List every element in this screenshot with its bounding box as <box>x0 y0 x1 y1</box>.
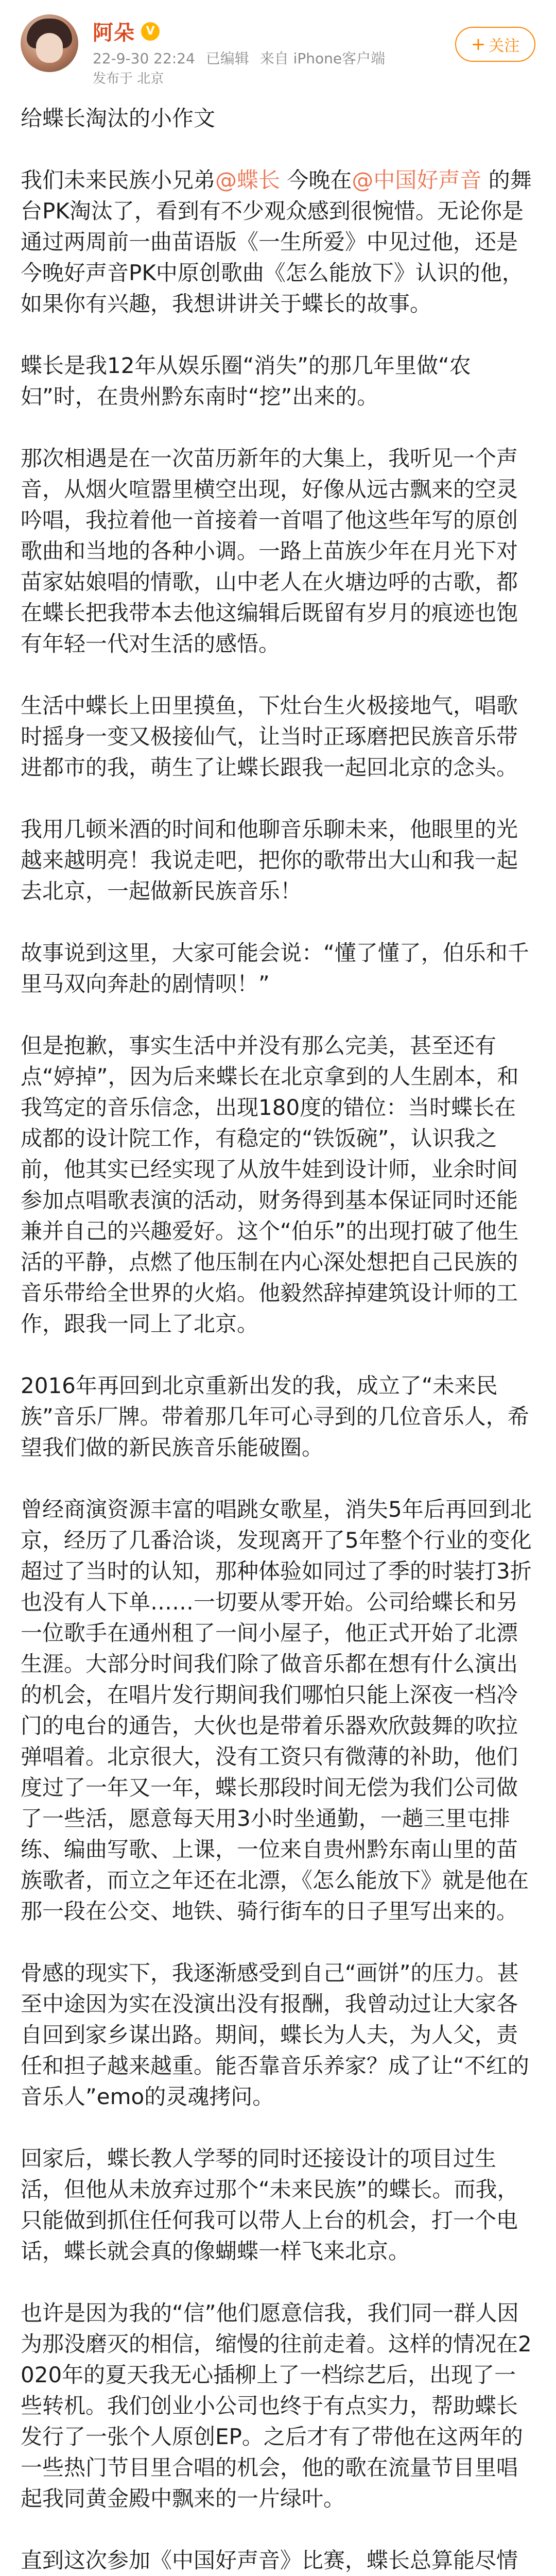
ip-location: 发布于 北京 <box>93 71 164 87</box>
avatar[interactable] <box>21 14 78 72</box>
plus-icon: + <box>471 34 486 55</box>
paragraph-3: 那次相遇是在一次苗历新年的大集上，我听见一个声音，从烟火喧嚣里横空出现，好像从远古飘来的空灵吟唱，我拉着他一首接着一首唱了他这些年写的原创歌曲和当地的各种小调。一路上苗族少年在月光下对苗家姑娘唱的情歌，山中老人在火塘边呼的古歌，都在蝶长把我带本去他这编辑后既留有岁月的痕迹也饱有年轻一代对生活的感悟。 <box>21 446 518 656</box>
avatar-face <box>36 33 63 63</box>
post-content <box>21 103 535 2576</box>
paragraph-2: 蝶长是我12年从娱乐圈“消失”的那几年里做“农妇”时，在贵州黔东南时“挖”出来的。 <box>21 353 471 409</box>
paragraph-8: 2016年再回到北京重新出发的我，成立了“未来民族”音乐厂牌。带着那几年可心寻到的几位音乐人，希望我们做的新民族音乐能破圈。 <box>21 1373 529 1460</box>
post-source: 来自 iPhone客户端 <box>259 50 386 67</box>
paragraph-4: 生活中蝶长上田里摸鱼，下灶台生火极接地气，唱歌时摇身一变又极接仙气，让当时正琢磨把民族音乐带进都市的我，萌生了让蝶长跟我一起回北京的念头。 <box>21 693 518 780</box>
paragraph-7: 但是抱歉，事实生活中并没有那么完美，甚至还有点“婷掉”，因为后来蝶长在北京拿到的人生剧本，和我笃定的音乐信念，出现180度的错位：当时蝶长在成都的设计院工作，有稳定的“铁饭碗”，认识我之前，他其实已经实现了从放牛娃到设计师，业余时间参加点唱歌表演的活动，财务得到基本保证同时还能兼并自己的兴趣爱好。这个“伯乐”的出现打破了他生活的平静，点燃了他压制在内心深处想把自己民族的音乐带给全世界的火焰。他毅然辞掉建筑设计师的工作，跟我一同上了北京。 <box>21 1033 519 1336</box>
paragraph-1: 我们未来民族小兄弟@蝶长 今晚在@中国好声音 的舞台PK淘汰了，看到有不少观众感到很惋惜。无论你是通过两周前一曲苗语版《一生所爱》中见过他，还是今晚好声音PK中原创歌曲《怎么能放下》认识的他，如果你有兴趣，我想讲讲关于蝶长的故事。 <box>21 167 532 316</box>
follow-button[interactable] <box>455 27 535 62</box>
paragraph-11: 回家后，蝶长教人学琴的同时还接设计的项目过生活，但他从未放弃过那个“未来民族”的蝶长。而我，只能做到抓住任何我可以带人上台的机会，打一个电话，蝶长就会真的像蝴蝶一样飞来北京。 <box>21 2146 519 2264</box>
username-row <box>93 16 160 46</box>
paragraph-13: 直到这次参加《中国好声音》比赛，蝶长总算能尽情 <box>21 2548 518 2573</box>
post-meta <box>93 47 385 68</box>
paragraph-9: 曾经商演资源丰富的唱跳女歌星，消失5年后再回到北京，经历了几番洽谈，发现离开了5年整个行业的变化超过了当时的认知，那种体验如同过了季的时装打3折也没有人下单……一切要从零开始。公司给蝶长和另一位歌手在通州租了一间小屋子，他正式开始了北漂生涯。大部分时间我们除了做音乐都在想有什么演出的机会，在唱片发行期间我们哪怕只能上深夜一档冷门的电台的通告，大伙也是带着乐器欢欣鼓舞的吹拉弹唱着。北京很大，没有工资只有微薄的补助，他们度过了一年又一年，蝶长那段时间无偿为我们公司做了一些活，愿意每天用3小时坐通勤，一趟三里屯排练、编曲写歌、上课，一位来自贵州黔东南山里的苗族歌者，而立之年还在北漂，《怎么能放下》就是他在那一段在公交、地铁、骑行街车的日子里写出来的。 <box>21 1497 532 1924</box>
paragraph-5: 我用几顿米酒的时间和他聊音乐聊未来，他眼里的光越来越明亮！我说走吧，把你的歌带出大山和我一起去北京，一起做新民族音乐！ <box>21 817 518 904</box>
post-header <box>0 0 556 88</box>
edited-label[interactable]: 已编辑 <box>205 50 249 67</box>
post-title: 给蝶长淘汰的小作文 <box>21 106 216 131</box>
post-date: 22-9-30 22:24 <box>93 50 195 67</box>
mention-voice-of-china[interactable]: @中国好声音 <box>352 167 482 193</box>
mention-diezhang[interactable]: @蝶长 <box>215 167 281 193</box>
follow-label: 关注 <box>489 37 520 55</box>
paragraph-12: 也许是因为我的“信”他们愿意信我，我们同一群人因为那没磨灭的相信，缩慢的往前走着。这样的情况在2020年的夏天我无心插柳上了一档综艺后，出现了一些转机。我们创业小公司也终于有点实力，帮助蝶长发行了一张个人原创EP。之后才有了带他在这两年的一些热门节目里合唱的机会，他的歌在流量节目里唱起我同黄金殿中飘来的一片绿叶。 <box>21 2300 532 2511</box>
paragraph-6: 故事说到这里，大家可能会说：“懂了懂了，伯乐和千里马双向奔赴的剧情呗！” <box>21 940 529 996</box>
username[interactable]: 阿朵 <box>93 21 135 45</box>
vip-badge-icon: V <box>141 22 160 41</box>
paragraph-10: 骨感的现实下，我逐渐感受到自己“画饼”的压力。甚至中途因为实在没演出没有报酬，我曾动过让大家各自回到家乡谋出路。期间，蝶长为人夫，为人父，责任和担子越来越重。能否靠音乐养家？成了让“不红的音乐人”emo的灵魂拷问。 <box>21 1960 529 2109</box>
